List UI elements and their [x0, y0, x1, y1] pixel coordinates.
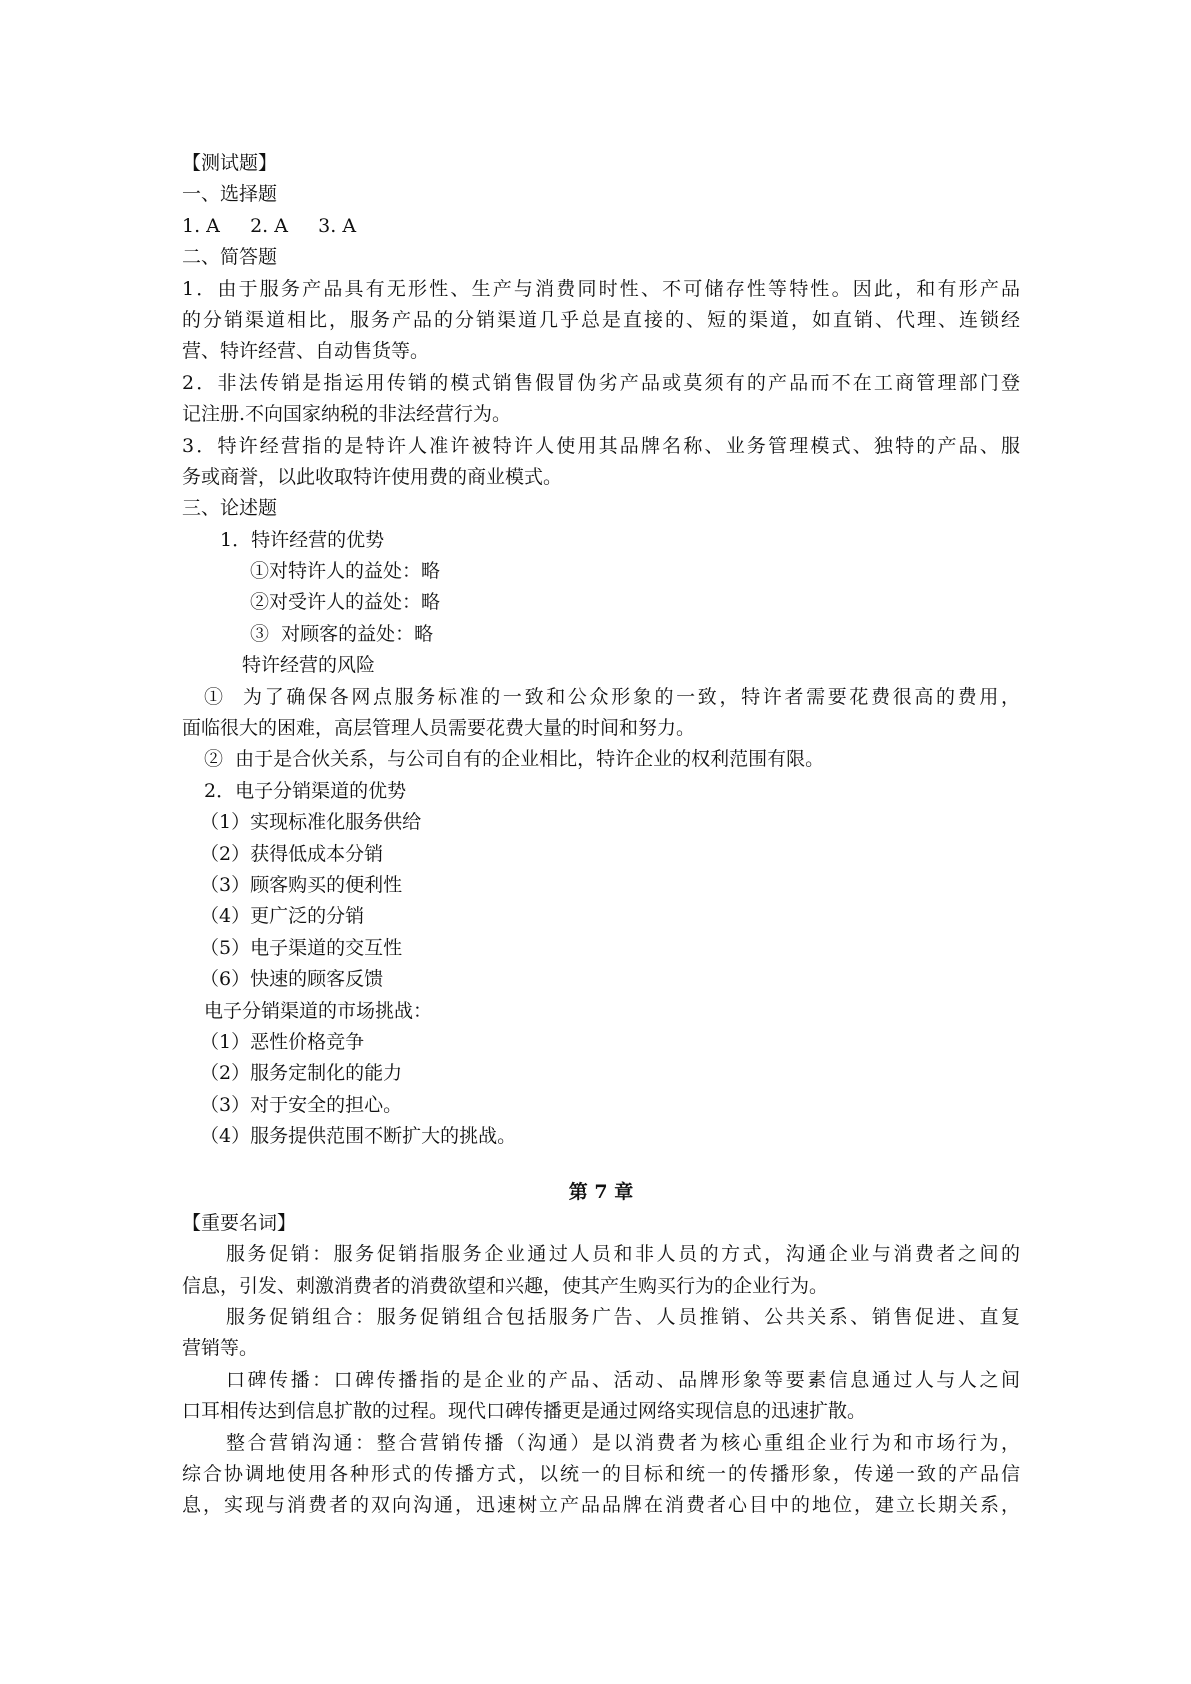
essay-2-advantage: （6）快速的顾客反馈 [200, 968, 384, 991]
essay-2-advantage: （3）顾客购买的便利性 [200, 873, 403, 896]
term-word-of-mouth-line: 口耳相传达到信息扩散的过程。现代口碑传播更是通过网络实现信息的迅速扩散。 [182, 1400, 867, 1423]
short-answer-3-line: 务或商誉，以此收取特许使用费的商业模式。 [182, 465, 563, 488]
essay-2-challenge: （2）服务定制化的能力 [200, 1062, 403, 1085]
risk-1-line: ① 为了确保各网点服务标准的一致和公众形象的一致，特许者需要花费很高的费用， [204, 685, 1020, 708]
essay-2-advantage: （1）实现标准化服务供给 [200, 811, 422, 834]
short-answer-1-line: 营、特许经营、自动售货等。 [182, 340, 430, 363]
essay-1-risk-title: 特许经营的风险 [242, 654, 376, 677]
section-title-short-answer: 二、简答题 [182, 246, 278, 269]
section-title-essay: 三、论述题 [182, 497, 278, 520]
essay-2-challenge: （4）服务提供范围不断扩大的挑战。 [200, 1125, 517, 1148]
essay-1-title: 1．特许经营的优势 [220, 528, 385, 551]
quiz-heading: 【测试题】 [182, 152, 278, 174]
terms-heading: 【重要名词】 [182, 1211, 297, 1234]
essay-2-challenge: （3）对于安全的担心。 [200, 1093, 403, 1116]
short-answer-2-line: 记注册.不向国家纳税的非法经营行为。 [182, 403, 512, 426]
term-integrated-marketing-line: 综合协调地使用各种形式的传播方式，以统一的目标和统一的传播形象，传递一致的产品信 [182, 1463, 1020, 1486]
risk-2-line: ② 由于是合伙关系，与公司自有的企业相比，特许企业的权利范围有限。 [204, 748, 825, 771]
term-word-of-mouth-line: 口碑传播：口碑传播指的是企业的产品、活动、品牌形象等要素信息通过人与人之间 [226, 1368, 1020, 1391]
short-answer-2-line: 2．非法传销是指运用传销的模式销售假冒伪劣产品或莫须有的产品而不在工商管理部门登 [182, 371, 1020, 394]
short-answer-3-line: 3．特许经营指的是特许人准许被特许人使用其品牌名称、业务管理模式、独特的产品、服 [182, 434, 1020, 457]
short-answer-1-line: 1．由于服务产品具有无形性、生产与消费同时性、不可储存性等特性。因此，和有形产品 [182, 277, 1020, 300]
term-integrated-marketing-line: 息，实现与消费者的双向沟通，迅速树立产品品牌在消费者心目中的地位，建立长期关系， [182, 1494, 1020, 1517]
essay-1-advantage: ①对特许人的益处：略 [250, 560, 441, 583]
essay-2-challenge-title: 电子分销渠道的市场挑战： [204, 999, 433, 1022]
term-promotion-mix-line: 服务促销组合：服务促销组合包括服务广告、人员推销、公共关系、销售促进、直复 [226, 1306, 1020, 1329]
term-service-promotion-line: 服务促销：服务促销指服务企业通过人员和非人员的方式，沟通企业与消费者之间的 [226, 1243, 1020, 1266]
page-content [182, 148, 1020, 1522]
term-integrated-marketing-line: 整合营销沟通：整合营销传播（沟通）是以消费者为核心重组企业行为和市场行为， [226, 1431, 1020, 1454]
essay-2-title: 2．电子分销渠道的优势 [204, 779, 407, 802]
section-title-choice: 一、选择题 [182, 183, 278, 206]
short-answer-1-line: 的分销渠道相比，服务产品的分销渠道几乎总是直接的、短的渠道，如直销、代理、连锁经 [182, 308, 1020, 331]
section-spacer [182, 1153, 1020, 1177]
chapter-title: 第 7 章 [568, 1180, 634, 1203]
essay-2-advantage: （5）电子渠道的交互性 [200, 936, 403, 959]
essay-1-advantage: ③ 对顾客的益处：略 [250, 622, 434, 645]
essay-1-advantage: ②对受许人的益处：略 [250, 591, 441, 614]
essay-2-advantage: （2）获得低成本分销 [200, 842, 384, 865]
essay-2-advantage: （4）更广泛的分销 [200, 905, 365, 928]
risk-1-line: 面临很大的困难，高层管理人员需要花费大量的时间和努力。 [182, 717, 696, 740]
term-service-promotion-line: 信息，引发、刺激消费者的消费欲望和兴趣，使其产生购买行为的企业行为。 [182, 1274, 829, 1297]
choice-answers: 1. A 2. A 3. A [182, 214, 357, 237]
term-promotion-mix-line: 营销等。 [182, 1337, 259, 1360]
essay-2-challenge: （1）恶性价格竞争 [200, 1030, 365, 1053]
